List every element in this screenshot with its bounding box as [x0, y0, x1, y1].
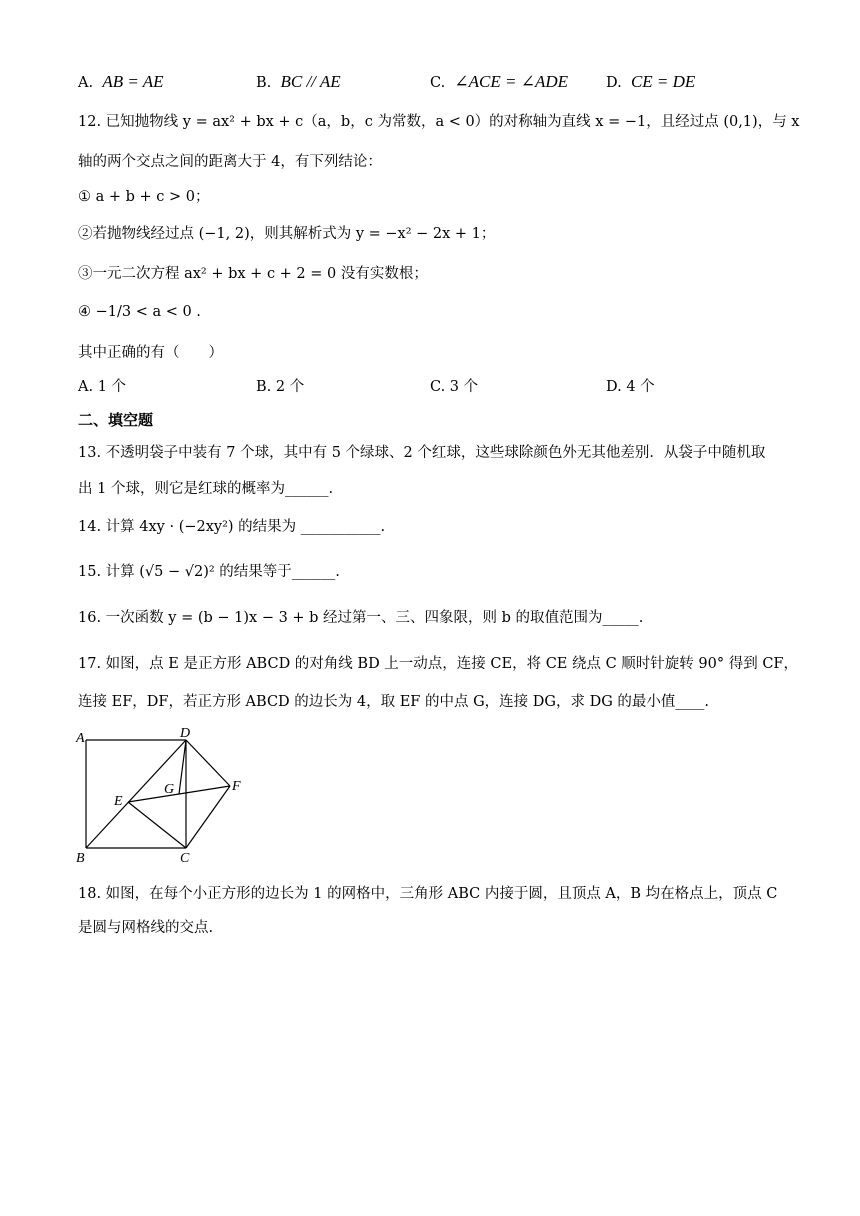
- q11-option-b: B. BC // AE: [256, 72, 341, 91]
- q12-option-a: A. 1 个: [78, 379, 127, 395]
- q17-geometry-figure: [70, 726, 260, 866]
- label-g: G: [164, 782, 175, 797]
- q15-text: 15. 计算 (√5 − √2)² 的结果等于______.: [78, 564, 340, 580]
- q17-line2: 连接 EF，DF，若正方形 ABCD 的边长为 4，取 EF 的中点 G，连接 DG，求 DG 的最小值____.: [78, 694, 710, 710]
- q13-line2: 出 1 个球，则它是红球的概率为______.: [78, 481, 334, 497]
- q11-option-c: C. ∠ACE = ∠ADE: [430, 72, 569, 91]
- q18-line1: 18. 如图，在每个小正方形的边长为 1 的网格中，三角形 ABC 内接于圆，且顶点 A，B 均在格点上，顶点 C: [78, 886, 778, 902]
- segment-dg: [179, 740, 186, 794]
- q12-stem-line2: 轴的两个交点之间的距离大于 4，有下列结论：: [78, 154, 382, 170]
- label-d: D: [180, 726, 191, 741]
- segment-df: [186, 740, 230, 786]
- q12-conclusion-2: ②若抛物线经过点 (−1, 2)，则其解析式为 y = −x² − 2x + 1；: [78, 226, 496, 242]
- section-heading-fill-in: 二、填空题: [78, 411, 154, 429]
- q14-text: 14. 计算 4xy · (−2xy²) 的结果为 ___________.: [78, 519, 386, 535]
- q12-question: 其中正确的有（ ）: [78, 345, 223, 361]
- q11-option-a-expr: AB = AE: [102, 72, 164, 91]
- q12-conclusion-4: ④ −1/3 < a < 0 .: [78, 304, 201, 320]
- q11-option-b-expr: BC // AE: [280, 72, 341, 91]
- segment-cf: [186, 786, 230, 848]
- q11-option-d: D. CE = DE: [606, 72, 696, 91]
- label-a: A: [76, 731, 85, 746]
- q12-conclusion-1: ① a + b + c > 0；: [78, 189, 210, 205]
- q18-line2: 是圆与网格线的交点.: [78, 920, 214, 936]
- q12-option-d: D. 4 个: [606, 379, 655, 395]
- q11-option-c-expr: ∠ACE = ∠ADE: [454, 72, 569, 91]
- label-f: F: [232, 779, 241, 794]
- q13-line1: 13. 不透明袋子中装有 7 个球，其中有 5 个绿球、2 个红球，这些球除颜色外无其他差别．从袋子中随机取: [78, 445, 766, 461]
- q12-option-c: C. 3 个: [430, 379, 479, 395]
- q11-option-d-expr: CE = DE: [630, 72, 696, 91]
- segment-ce: [128, 802, 186, 848]
- q12-stem-line1: 12. 已知抛物线 y = ax² + bx + c（a，b，c 为常数，a < 0）的对称轴为直线 x = −1，且经过点 (0,1)，与 x: [78, 114, 800, 130]
- label-b: B: [76, 851, 85, 866]
- q12-option-b: B. 2 个: [256, 379, 305, 395]
- q16-text: 16. 一次函数 y = (b − 1)x − 3 + b 经过第一、三、四象限，则 b 的取值范围为_____.: [78, 610, 644, 626]
- label-c: C: [180, 851, 190, 866]
- q12-conclusion-3: ③一元二次方程 ax² + bx + c + 2 = 0 没有实数根；: [78, 266, 428, 282]
- q17-line1: 17. 如图，点 E 是正方形 ABCD 的对角线 BD 上一动点，连接 CE，将 CE 绕点 C 顺时针旋转 90° 得到 CF，: [78, 656, 798, 672]
- label-e: E: [114, 794, 123, 809]
- q11-option-a: A. AB = AE: [78, 72, 164, 91]
